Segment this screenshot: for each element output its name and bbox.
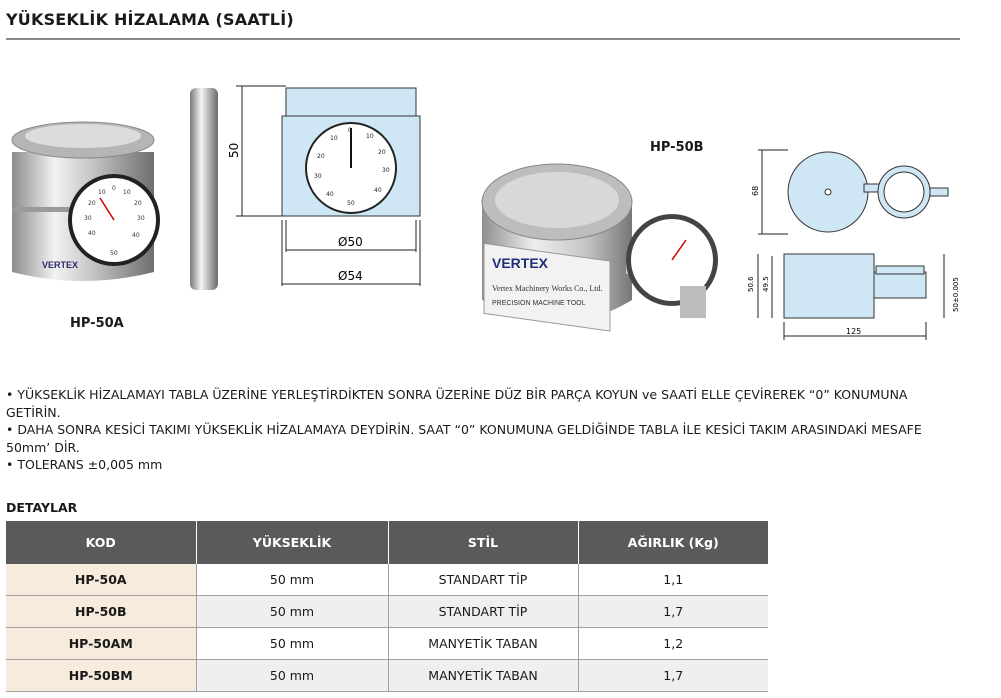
hp50b-dial-stem [680, 286, 706, 318]
cell-code: HP-50AM [6, 628, 196, 660]
details-heading: DETAYLAR [6, 500, 78, 515]
hp50a-dial-number: 30 [84, 215, 92, 222]
calibration-rod [186, 84, 222, 294]
cell-height: 50 mm [196, 596, 388, 628]
details-table [6, 521, 768, 692]
column-header-code: KOD [6, 521, 196, 564]
drawing-b-h1-label: 50.6 [747, 276, 755, 292]
hp50a-dial-number: 40 [88, 230, 96, 237]
hp50b-company: Vertex Machinery Works Co., Ltd. [492, 284, 603, 293]
hp50b-tagline: PRECISION MACHINE TOOL [492, 300, 586, 307]
table-row [6, 660, 768, 692]
drawing-a-dial-number: 30 [314, 173, 322, 180]
drawing-a-dial-number: 50 [347, 200, 355, 207]
note-item: • DAHA SONRA KESİCİ TAKIMI YÜKSEKLİK HİZALAMAYA DEYDİRİN. SAAT “0” KONUMUNA GELDİĞİNDE TABLA İLE KESİCİ TAKIM ARASINDAKİ MESAFE 50mm’ DİR. [6, 422, 922, 455]
drawing-a-dial-number: 20 [317, 153, 325, 160]
table-row [6, 564, 768, 596]
drawing-a-dial-number: 30 [382, 167, 390, 174]
drawing-a-inner-label: Ø50 [338, 235, 363, 249]
hp50a-photo [4, 112, 164, 297]
hp50a-dial-number: 40 [132, 232, 140, 239]
cell-weight: 1,7 [578, 660, 768, 692]
hp50a-dial-number: 10 [98, 189, 106, 196]
hp50a-dial-number: 20 [88, 200, 96, 207]
cell-style: MANYETİK TABAN [388, 628, 578, 660]
column-header-style: STİL [388, 521, 578, 564]
drawing-b-h2-label: 49.5 [762, 276, 770, 292]
hp50a-brand: VERTEX [42, 260, 79, 270]
cell-code: HP-50B [6, 596, 196, 628]
cell-height: 50 mm [196, 564, 388, 596]
hp50b-photo [474, 160, 724, 345]
drawing-b-top-label: 68 [751, 185, 760, 196]
drawing-a-dial-number: 20 [378, 149, 386, 156]
note-item: • YÜKSEKLİK HİZALAMAYI TABLA ÜZERİNE YERLEŞTİRDİKTEN SONRA ÜZERİNE DÜZ BİR PARÇA KOYUN ve SAATİ ELLE ÇEVİREREK “0” KONUMUNA GETİRİN. [6, 387, 908, 420]
hp50a-dial-number: 50 [110, 250, 118, 257]
usage-notes [6, 386, 966, 474]
drawing-a-dial-number: 0 [348, 127, 352, 134]
hp50b-top-face [495, 172, 619, 228]
cell-code: HP-50BM [6, 660, 196, 692]
hp50a-dial-number: 10 [123, 189, 131, 196]
hp50a-drawing [226, 80, 426, 292]
cell-weight: 1,1 [578, 564, 768, 596]
hp50b-drawing [744, 144, 970, 344]
hp50a-dial-number: 20 [134, 200, 142, 207]
drawing-b-side-dial [874, 272, 926, 298]
table-row [6, 596, 768, 628]
drawing-a-dial-number: 10 [366, 133, 374, 140]
cell-code: HP-50A [6, 564, 196, 596]
title-divider [6, 38, 960, 40]
cell-weight: 1,7 [578, 596, 768, 628]
hp50a-caption: HP-50A [70, 316, 124, 331]
drawing-b-side-body [784, 254, 874, 318]
column-header-height: YÜKSEKLİK [196, 521, 388, 564]
note-item: • TOLERANS ±0,005 mm [6, 457, 163, 472]
cell-height: 50 mm [196, 660, 388, 692]
table-row [6, 628, 768, 660]
drawing-a-height-label: 50 [227, 142, 241, 158]
drawing-a-outer-label: Ø54 [338, 269, 363, 283]
hp50a-dial-number: 0 [112, 185, 116, 192]
drawing-a-dial-number: 10 [330, 135, 338, 142]
cell-style: STANDART TİP [388, 564, 578, 596]
hp50a-top-face [25, 124, 141, 148]
hp50a-dial-number: 30 [137, 215, 145, 222]
cell-style: MANYETİK TABAN [388, 660, 578, 692]
column-header-weight: AĞIRLIK (Kg) [578, 521, 768, 564]
cell-style: STANDART TİP [388, 596, 578, 628]
drawing-b-tolerance-label: 50±0.005 [952, 277, 960, 312]
cell-weight: 1,2 [578, 628, 768, 660]
drawing-a-cap [286, 88, 416, 118]
hp50b-caption: HP-50B [650, 140, 704, 155]
cell-height: 50 mm [196, 628, 388, 660]
table-header-row [6, 521, 768, 564]
drawing-b-width-label: 125 [846, 327, 862, 336]
drawing-a-dial-number: 40 [326, 191, 334, 198]
hp50b-brand: VERTEX [492, 255, 549, 271]
page-title: YÜKSEKLİK HİZALAMA (SAATLİ) [6, 10, 294, 29]
drawing-a-dial-number: 40 [374, 187, 382, 194]
